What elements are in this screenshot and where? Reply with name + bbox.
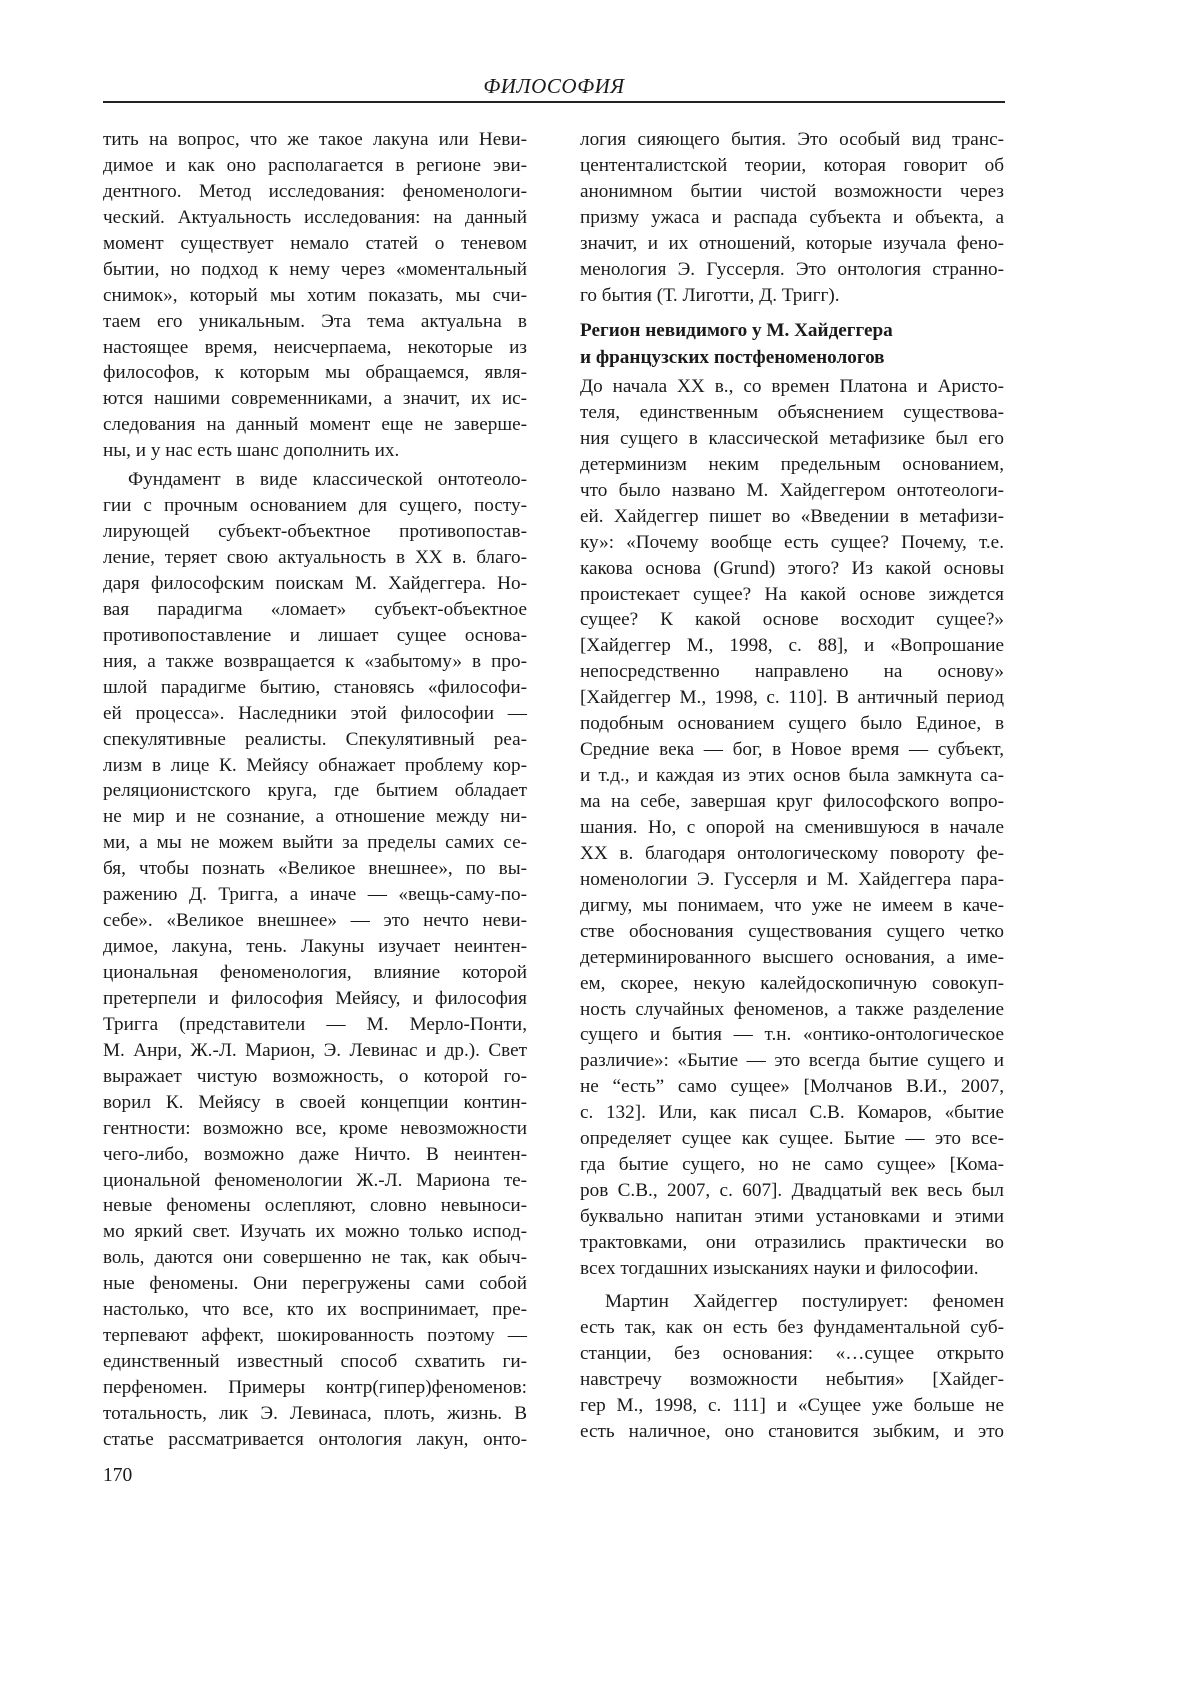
text-line: ются нашими современниками, а значит, их ис- [103,386,527,412]
text-line: ку»: «Почему вообще есть сущее? Почему, т.е. [580,530,1004,556]
text-line: настолько, что все, кто их воспринимает, пре- [103,1297,527,1323]
text-line: го бытия (Т. Лиготти, Д. Тригг). [580,283,1004,309]
text-line: сущего и бытия — т.н. «онтико-онтологическое [580,1022,1004,1048]
text-line: подобным основанием сущего было Единое, в [580,711,1004,737]
text-line: навстречу возможности небытия» [Хайдег- [580,1367,1004,1393]
text-line: Фундамент в виде классической онтотеоло- [103,467,527,493]
paragraph [580,127,1004,309]
text-line: невые феномены ослепляют, словно невыноси- [103,1193,527,1219]
text-line: призму ужаса и распада субъекта и объекта, а [580,205,1004,231]
paragraph [103,127,527,464]
left-column [103,127,527,1453]
text-line: определяет сущее как сущее. Бытие — это все- [580,1126,1004,1152]
paragraph [103,467,527,1453]
text-line: Мартин Хайдеггер постулирует: феномен [580,1289,1004,1315]
text-line: ем, скорее, некую калейдоскопичную совокуп- [580,971,1004,997]
text-line: стве обоснования существования сущего четко [580,919,1004,945]
text-line: циональная феноменология, влияние которой [103,960,527,986]
text-line: ми, а мы не можем выйти за пределы самих се- [103,830,527,856]
text-line: гии с прочным основанием для сущего, посту- [103,493,527,519]
text-line: ные феномены. Они перегружены сами собой [103,1271,527,1297]
text-line: ческий. Актуальность исследования: на данный [103,205,527,231]
text-line: следования на данный момент еще не заверше- [103,412,527,438]
text-line: дентного. Метод исследования: феноменологи- [103,179,527,205]
page-number: 170 [103,1465,132,1487]
text-line: ния, а также возвращается к «забытому» в про- [103,649,527,675]
text-line: лирующей субъект-объектное противопостав- [103,519,527,545]
text-line: не “есть” само сущее» [Молчанов В.И., 2007, [580,1074,1004,1100]
text-line: различие»: «Бытие — это всегда бытие сущего и [580,1048,1004,1074]
text-line: менология Э. Гуссерля. Это онтология странно- [580,257,1004,283]
text-line: ражению Д. Тригга, а иначе — «вещь-саму-по- [103,882,527,908]
text-line: проистекает сущее? На какой основе зиждется [580,582,1004,608]
text-line: Средние века — бог, в Новое время — субъект, [580,737,1004,763]
text-line: есть так, как он есть без фундаментальной суб- [580,1315,1004,1341]
text-line: ны, и у нас есть шанс дополнить их. [103,438,527,464]
text-line: номенологии Э. Гуссерля и М. Хайдеггера пара- [580,867,1004,893]
text-line: тить на вопрос, что же такое лакуна или Неви- [103,127,527,153]
text-line: выражает чистую возможность, о которой го- [103,1064,527,1090]
text-line: [Хайдеггер М., 1998, с. 110]. В античный период [580,685,1004,711]
text-line: вая парадигма «ломает» субъект-объектное [103,597,527,623]
text-line: снимок», который мы хотим показать, мы счи- [103,283,527,309]
header-rule [103,101,1005,103]
running-head: ФИЛОСОФИЯ [103,74,1005,99]
text-line: буквально напитан этими установками и этими [580,1204,1004,1230]
text-line: гентности: возможно все, кроме невозможности [103,1116,527,1142]
text-line: с. 132]. Или, как писал С.В. Комаров, «бытие [580,1100,1004,1126]
text-line: мо яркий свет. Изучать их можно только испод- [103,1219,527,1245]
text-line: димое и как оно располагается в регионе эви- [103,153,527,179]
right-column-top [580,127,1004,309]
text-line: единственный известный способ схватить ги- [103,1349,527,1375]
text-line: шлой парадигме бытию, становясь «философи- [103,675,527,701]
right-column-section [580,374,1004,1282]
text-line: спекулятивные реалисты. Спекулятивный реа- [103,727,527,753]
text-line: гда бытие сущего, но не само сущее» [Кома- [580,1152,1004,1178]
text-line: претерпели и философия Мейясу, и философия [103,986,527,1012]
text-line: Тригга (представители — М. Мерло-Понти, [103,1012,527,1038]
text-line: статье рассматривается онтология лакун, онто- [103,1427,527,1453]
text-line: себе». «Великое внешнее» — это нечто неви- [103,908,527,934]
text-line: ей процесса». Наследники этой философии — [103,701,527,727]
text-line: терпевают аффект, шокированность поэтому — [103,1323,527,1349]
paragraph [580,1289,1004,1445]
text-line: теля, единственным объяснением существова- [580,400,1004,426]
right-column-section-continued [580,1289,1004,1445]
text-line: настоящее время, неисчерпаема, некоторые из [103,335,527,361]
text-line: гер М., 1998, с. 111] и «Сущее уже больше не [580,1393,1004,1419]
text-line: какова основа (Grund) этого? Из какой основы [580,556,1004,582]
section-heading [580,317,893,371]
text-line: ление, теряет свою актуальность в XX в. благо- [103,545,527,571]
text-line: ность случайных феноменов, а также разделение [580,997,1004,1023]
section-heading-line: Регион невидимого у М. Хайдеггера [580,317,893,344]
text-line: М. Анри, Ж.-Л. Марион, Э. Левинас и др.). Свет [103,1038,527,1064]
text-line: чего-либо, возможно даже Ничто. В неинтен- [103,1142,527,1168]
text-line: детерминизм неким предельным основанием, [580,452,1004,478]
text-line: станции, без основания: «…сущее открыто [580,1341,1004,1367]
text-line: ров С.В., 2007, с. 607]. Двадцатый век весь был [580,1178,1004,1204]
text-line: ей. Хайдеггер пишет во «Введении в метафизи- [580,504,1004,530]
text-line: противопоставление и лишает сущее основа- [103,623,527,649]
text-line: [Хайдеггер М., 1998, с. 88], и «Вопрошание [580,633,1004,659]
text-line: значит, и их отношений, которые изучала фено- [580,231,1004,257]
text-line: анонимном бытии чистой возможности через [580,179,1004,205]
text-line: XX в. благодаря онтологическому повороту фе- [580,841,1004,867]
text-line: ворил К. Мейясу в своей концепции контин- [103,1090,527,1116]
text-line: центенталистской теории, которая говорит об [580,153,1004,179]
text-line: логия сияющего бытия. Это особый вид транс- [580,127,1004,153]
text-line: не мир и не сознание, а отношение между ни- [103,804,527,830]
text-line: перфеномен. Примеры контр(гипер)феноменов: [103,1375,527,1401]
text-line: что было названо М. Хайдеггером онтотеологи- [580,478,1004,504]
text-line: воль, даются они совершенно не так, как обыч- [103,1245,527,1271]
section-heading-line: и французских постфеноменологов [580,344,893,371]
text-line: реляционистского круга, где бытием обладает [103,778,527,804]
text-line: момент существует немало статей о теневом [103,231,527,257]
text-line: даря философским поискам М. Хайдеггера. Но- [103,571,527,597]
paragraph [580,374,1004,1282]
text-line: тотальность, лик Э. Левинаса, плоть, жизнь. В [103,1401,527,1427]
text-line: ма на себе, завершая круг философского вопро- [580,789,1004,815]
text-line: и т.д., и каждая из этих основ была замкнута са- [580,763,1004,789]
text-line: трактовками, они отразились практически во [580,1230,1004,1256]
text-line: бытии, но подход к нему через «моментальный [103,257,527,283]
text-line: всех тогдашних изысканиях науки и философии. [580,1256,1004,1282]
text-line: ния сущего в классической метафизике был его [580,426,1004,452]
text-line: лизм в лице К. Мейясу обнажает проблему кор- [103,753,527,779]
text-line: философов, к которым мы обращаемся, явля- [103,360,527,386]
text-line: сущее? К какой основе восходит сущее?» [580,607,1004,633]
text-line: есть наличное, оно становится зыбким, и это [580,1419,1004,1445]
text-line: До начала XX в., со времен Платона и Аристо- [580,374,1004,400]
text-line: детерминированного высшего основания, а име- [580,945,1004,971]
text-line: бя, чтобы познать «Великое внешнее», по вы- [103,856,527,882]
text-line: дигму, мы понимаем, что уже не имеем в каче- [580,893,1004,919]
text-line: циональной феноменологии Ж.-Л. Мариона те- [103,1168,527,1194]
text-line: шания. Но, с опорой на сменившуюся в начале [580,815,1004,841]
text-line: непосредственно направлено на основу» [580,659,1004,685]
text-line: таем его уникальным. Эта тема актуальна в [103,309,527,335]
text-line: димое, лакуна, тень. Лакуны изучает неинтен- [103,934,527,960]
